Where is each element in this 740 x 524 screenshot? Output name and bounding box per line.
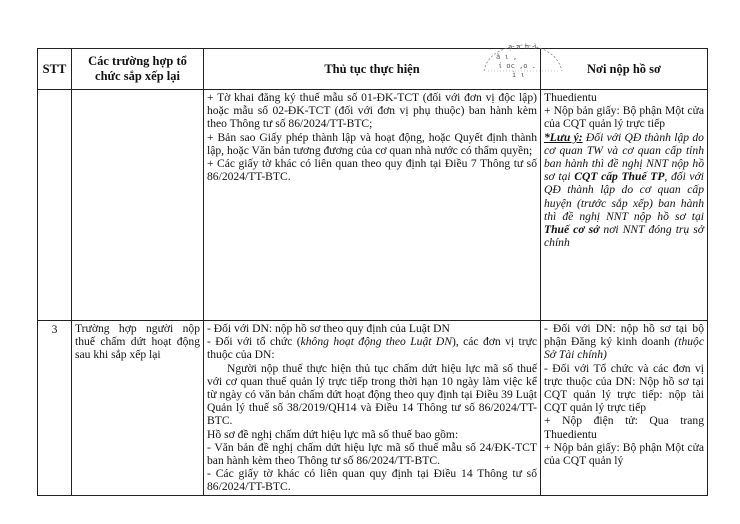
stamp-text: ì ι	[512, 71, 525, 79]
header-case: Các trường hợp tổ chức sắp xếp lại	[72, 49, 204, 90]
proc-text: - Đối với tổ chức (	[207, 335, 301, 349]
header-procedure: Thủ tục thực hiện	[204, 49, 541, 90]
received-stamp	[478, 41, 566, 81]
note-text: , đối với QĐ thành lập do cơ quan cấp huyện (trước sắp xếp) ban hành thì đề nghị NNT nộp hồ sơ tại	[544, 170, 704, 223]
row2-place-line: + Nộp bản giấy: Bộ phận Một cửa của CQT quản lý	[544, 440, 704, 468]
table-row	[38, 321, 708, 496]
procedure-table	[37, 48, 708, 496]
header-stt: STT	[38, 49, 72, 90]
row2-procedure-line	[207, 335, 537, 361]
row2-place-line: + Nộp điện tử: Qua trang Thuedientu	[544, 414, 704, 441]
row2-case: Trường hợp người nộp thuế chấm dứt hoạt động sau khi sắp xếp lại	[72, 321, 204, 496]
place-italic: (thuộc Sở Tài chính)	[544, 335, 704, 362]
header-place: Nơi nộp hồ sơ	[541, 49, 708, 90]
row2-place	[541, 321, 708, 496]
row2-place-line	[544, 322, 704, 362]
document-page	[37, 48, 707, 518]
stamp-text: ạ a h ì	[508, 43, 538, 51]
stamp-text: ã ι ,	[496, 53, 518, 61]
row1-procedure-item: + Các giấy tờ khác có liên quan theo quy định tại Điều 7 Thông tư số 86/2024/TT-BTC.	[207, 157, 537, 184]
row2-procedure-line: - Đối với DN: nộp hồ sơ theo quy định của Luật DN	[207, 322, 450, 335]
row1-place-note	[544, 131, 704, 250]
place-text: - Đối với DN: nộp hồ sơ tại bộ phận Đăng ký kinh doanh	[544, 322, 704, 349]
table-header-row	[38, 49, 708, 90]
row1-place-line: Thuedientu	[544, 91, 597, 104]
row1-procedure	[204, 90, 541, 321]
note-label: *Lưu ý:	[544, 130, 583, 144]
note-emphasis: CQT cấp Thuế TP	[574, 170, 665, 184]
row1-place	[541, 90, 708, 321]
row2-procedure-line: - Các giấy tờ khác có liên quan quy định tại Điều 14 Thông tư số 86/2024/TT-BTC.	[207, 467, 537, 494]
proc-italic: không hoạt động theo Luật DN	[300, 335, 452, 349]
row2-procedure-line: Hồ sơ đề nghị chấm dứt hiệu lực mã số thuế bao gồm:	[207, 427, 459, 441]
row2-procedure-line: Người nộp thuế thực hiện thủ tục chấm dứt hiệu lực mã số thuế với cơ quan thuế quản lý trực tiếp trong thời hạn 10 ngày làm việc kể từ ngày có văn bản chấm dứt hoạt động theo quy định tại Điều 39 Luật Quản lý thuế số 38/2019/QH14 và Điều 14 Thông tư số 86/2024/TT-BTC.	[207, 361, 537, 428]
row2-procedure	[204, 321, 541, 496]
table-row	[38, 90, 708, 321]
row1-procedure-item: + Tờ khai đăng ký thuế mẫu số 01-ĐK-TCT (đối với đơn vị độc lập) hoặc mẫu số 02-ĐK-TCT (đối với đơn vị phụ thuộc) ban hành kèm theo Thông tư số 86/2024/TT-BTC;	[207, 91, 537, 131]
row1-case	[72, 90, 204, 321]
row1-procedure-item: + Bản sao Giấy phép thành lập và hoạt động, hoặc Quyết định thành lập, hoặc Văn bản tương đương của cơ quan nhà nước có thẩm quyền;	[207, 130, 537, 157]
note-text: Đối với QĐ thành lập do cơ quan TW và cơ quan cấp tỉnh ban hành thì đề nghị NNT nộp hồ sơ tại	[544, 130, 704, 184]
row2-stt: 3	[38, 321, 72, 496]
stamp-text: ί ос ,о .	[498, 62, 536, 70]
proc-text: ), các đơn vị trực thuộc của DN:	[207, 335, 537, 362]
row2-procedure-line: - Văn bản đề nghị chấm dứt hiệu lực mã số thuế mẫu số 24/ĐK-TCT ban hành kèm theo Thông tư số 86/2024/TT-BTC.	[207, 440, 537, 468]
note-text: nơi NNT đóng trụ sở chính	[544, 223, 704, 250]
row1-place-line: + Nộp bản giấy: Bộ phận Một cửa của CQT quản lý trực tiếp	[544, 104, 704, 131]
row1-stt	[38, 90, 72, 321]
row2-place-line: - Đối với Tổ chức và các đơn vị trực thuộc của DN: Nộp hồ sơ tại CQT quản lý trực tiếp: nộp tài CQT quản lý trực tiếp	[544, 361, 704, 415]
note-emphasis: Thuế cơ sở	[544, 223, 600, 237]
